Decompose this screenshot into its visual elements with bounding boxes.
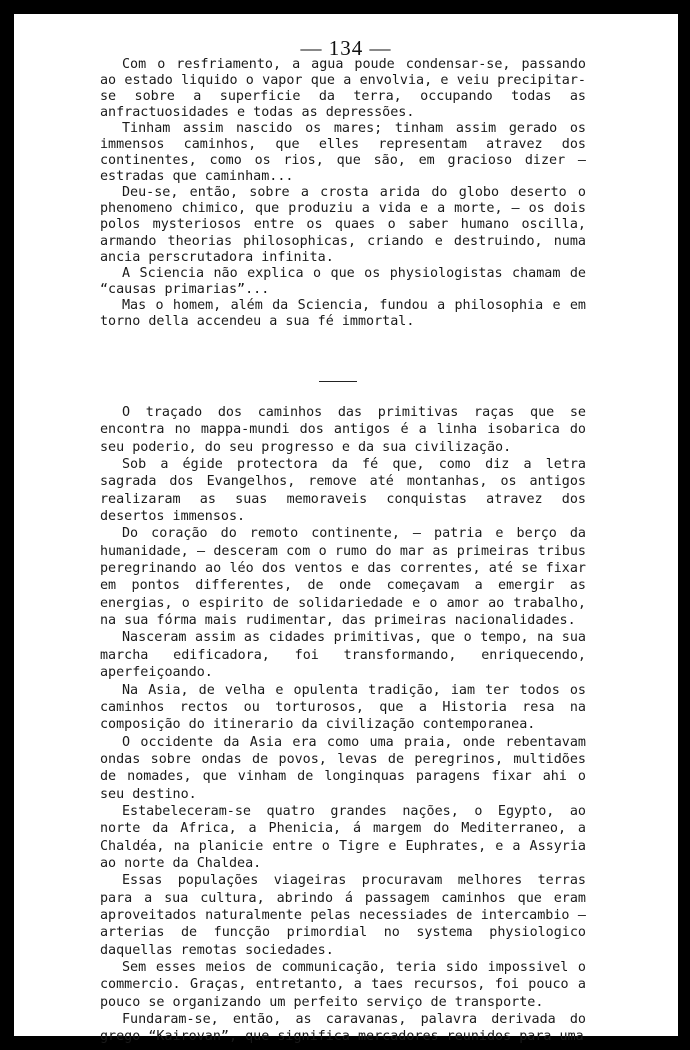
- paragraph: Na Asia, de velha e opulenta tradição, iam ter todos os caminhos rectos ou torturosos, que a Historia resa na composição do itinerario da civilização contemporanea.: [100, 682, 586, 733]
- paragraph: Sem esses meios de communicação, teria sido impossivel o commercio. Graças, entretanto, a taes recursos, foi pouco a pouco se organizando um perfeito serviço de transporte.: [100, 960, 586, 1010]
- section-origins: [100, 57, 586, 330]
- paragraph: Sob a égide protectora da fé que, como diz a letra sagrada dos Evangelhos, remove até montanhas, os antigos realizaram as suas memoraveis conquistas atravez dos desertos immensos.: [100, 457, 586, 525]
- paragraph: Deu-se, então, sobre a crosta arida do globo deserto o phenomeno chimico, que produziu a vida e a morte, — os dois polos mysteriosos entre os quaes o saber humano oscilla, armando theorias philosophicas, criando e destruindo, numa ancia perscrutadora infinita.: [100, 185, 586, 265]
- section-ancient-routes: [100, 404, 586, 1046]
- page-number: — 134 —: [300, 36, 392, 60]
- paragraph: O occidente da Asia era como uma praia, onde rebentavam ondas sobre ondas de povos, levas de peregrinos, multidões de nomades, que vinham de longinquas paragens fixar ahi o seu destino.: [100, 734, 586, 802]
- paragraph: Mas o homem, além da Sciencia, fundou a philosophia e em torno della accendeu a sua fé immortal.: [100, 297, 586, 329]
- paragraph: A Sciencia não explica o que os physiologistas chamam de “causas primarias”...: [100, 265, 586, 297]
- paragraph: Fundaram-se, então, as caravanas, palavra derivada do grego “Kairovan”, que significa mercadores reunidos para uma: [100, 1012, 586, 1045]
- paragraph: Com o resfriamento, a agua poude condensar-se, passando ao estado liquido o vapor que a envolvia, e veiu precipitar-se sobre a superficie da terra, occupando todas as anfractuosidades e todas as depressões.: [100, 57, 586, 121]
- section-divider: [319, 381, 357, 382]
- paragraph: Nasceram assim as cidades primitivas, que o tempo, na sua marcha edificadora, foi transformando, enriquecendo, aperfeiçoando.: [100, 630, 586, 681]
- paragraph: Do coração do remoto continente, — patria e berço da humanidade, — desceram com o rumo do mar as primeiras tribus peregrinando ao léo dos ventos e das correntes, até se fixar em pontos differentes, de onde começavam a emergir as energias, o espirito de solidariedade e o amor ao trabalho, na sua fórma mais rudimentar, das primeiras nacionalidades.: [100, 526, 586, 629]
- paragraph: O traçado dos caminhos das primitivas raças que se encontra no mappa-mundi dos antigos é a linha isobarica do seu poderio, do seu progresso e da sua civilização.: [100, 405, 586, 455]
- paragraph: Essas populações viageiras procuravam melhores terras para a sua cultura, abrindo á passagem caminhos que eram aproveitados naturalmente pelas necessiades de intercambio — arterias de funcção primordial no systema physiologico daquellas remotas sociedades.: [100, 873, 586, 958]
- paragraph: Estabeleceram-se quatro grandes nações, o Egypto, ao norte da Africa, a Phenicia, á margem do Mediterraneo, a Chaldéa, na planicie entre o Tigre e Euphrates, e a Assyria ao norte da Chaldea.: [100, 803, 586, 871]
- paragraph: Tinham assim nascido os mares; tinham assim gerado os immensos caminhos, que elles representam atravez dos continentes, como os rios, que são, em gracioso dizer — estradas que caminham...: [100, 121, 586, 185]
- book-page: [14, 14, 678, 1045]
